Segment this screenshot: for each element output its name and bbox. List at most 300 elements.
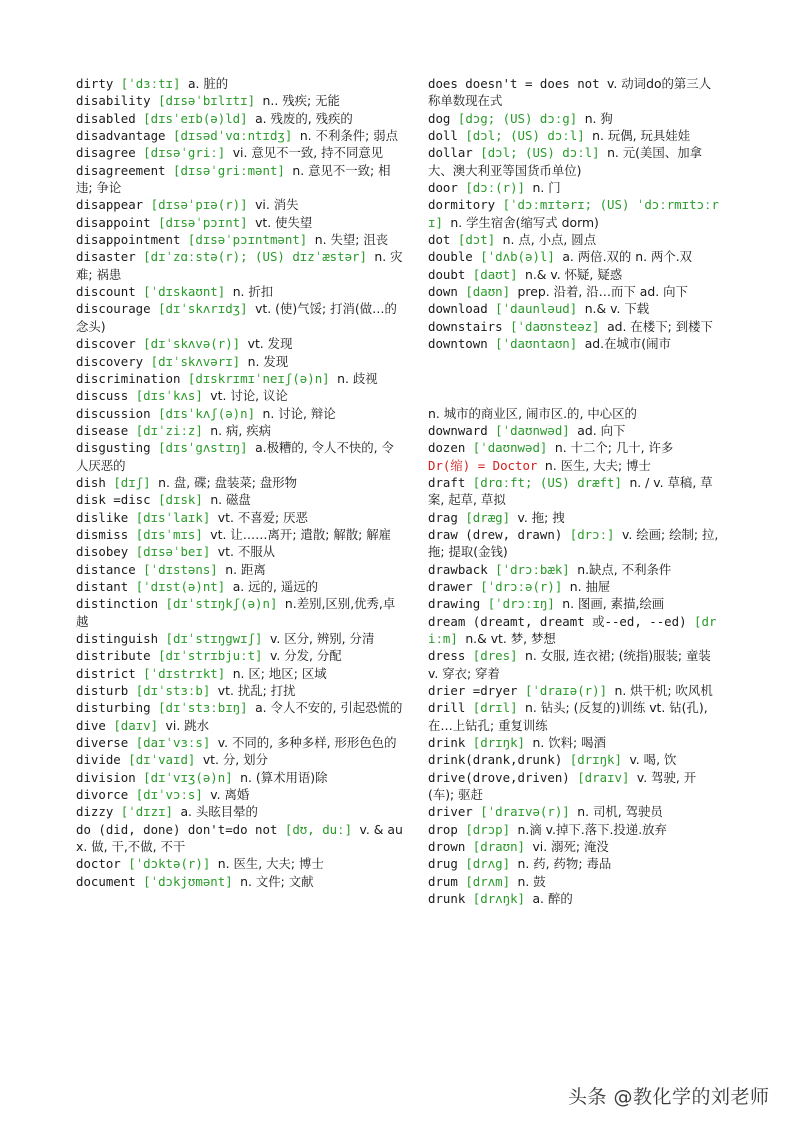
vocab-entry <box>76 786 406 803</box>
entry-definition: n. 文件; 文献 <box>240 873 314 889</box>
entry-definition: a. 醉的 <box>532 891 573 907</box>
entry-phonetic: [drʌg] <box>465 856 511 872</box>
entry-word: diverse <box>76 735 129 751</box>
entry-word: distribute <box>76 648 151 664</box>
vocab-entry <box>76 751 406 768</box>
entry-word: disobey <box>76 544 129 560</box>
entry-word: drawer <box>428 578 473 594</box>
entry-word: discussion <box>76 405 151 421</box>
vocab-entry <box>428 838 720 855</box>
vocab-entry <box>428 821 720 838</box>
vocab-entry <box>428 179 720 196</box>
entry-phonetic: [dɪˈskʌrɪdʒ] <box>158 301 248 317</box>
entry-definition: n. 发现 <box>247 353 289 369</box>
entry-definition: v. 拖; 拽 <box>517 509 565 525</box>
entry-phonetic: [drɪŋk] <box>569 752 622 768</box>
entry-word: division <box>76 769 136 785</box>
entry-word: drawing <box>428 596 481 612</box>
entry-word: document <box>76 873 136 889</box>
entry-word: drown <box>428 839 466 855</box>
entry-definition: vt. 让……离开; 遣散; 解散; 解雇 <box>210 526 392 542</box>
vocab-entry <box>76 231 406 248</box>
entry-phonetic: [drɔp] <box>465 821 511 837</box>
vocab-entry <box>428 595 720 612</box>
entry-word: disturbing <box>76 700 151 716</box>
vocab-entry <box>76 127 406 144</box>
entry-phonetic: [dɔl; (US) dɔːl] <box>480 145 600 161</box>
entry-phonetic: [ˈdɔːmɪtərɪ; (US) ˈdɔːrmɪtɔːrɪ] <box>428 197 719 230</box>
vocab-entry <box>428 422 720 439</box>
entry-phonetic: [dɪsədˈvɑːntɪdʒ] <box>173 128 293 144</box>
vocab-entry <box>76 75 406 92</box>
entry-word: district <box>76 665 136 681</box>
entry-word: dog <box>428 110 451 126</box>
entry-phonetic: [ˈdɪst(ə)nt] <box>135 578 226 594</box>
vocab-entry <box>428 509 720 526</box>
entry-phonetic: [ˈdɔktə(r)] <box>128 856 211 872</box>
entry-word: drop <box>428 821 458 837</box>
vocab-entry <box>428 561 720 578</box>
entry-definition: n.. 残疾; 无能 <box>262 93 340 109</box>
entry-word: disaster <box>76 249 136 265</box>
entry-word: downstairs <box>428 318 503 334</box>
entry-definition: n. 讨论, 辩论 <box>262 405 336 421</box>
entry-word: dormitory <box>428 197 496 213</box>
entry-definition: n. 城市的商业区, 闹市区.的, 中心区的 <box>428 405 637 421</box>
entry-word: dish <box>76 474 106 490</box>
entry-word: doll <box>428 128 458 144</box>
entry-word: does doesn't = does not <box>428 76 600 91</box>
entry-word: drum <box>428 873 458 889</box>
entry-definition: a. 残废的, 残疾的 <box>255 110 353 126</box>
entry-word: divorce <box>76 787 129 803</box>
entry-phonetic: [ˈdɜːtɪ] <box>120 76 181 91</box>
vocab-entry <box>76 353 406 370</box>
entry-word: dress <box>428 648 466 664</box>
vocab-entry <box>428 248 720 265</box>
entry-definition: n.& vt. 梦, 梦想 <box>465 630 556 646</box>
entry-phonetic: [dɪˈstɜːb] <box>135 683 211 699</box>
entry-word: discover <box>76 336 136 352</box>
entry-word: disgusting <box>76 440 151 456</box>
entry-phonetic: [dɪsəˈbeɪ] <box>135 544 211 560</box>
vocab-entry <box>428 526 720 561</box>
entry-definition: v. 离婚 <box>210 787 250 803</box>
entry-phonetic: [ˈdrɔːə(r)] <box>480 578 563 594</box>
vocab-entry <box>76 803 406 820</box>
vocab-entry <box>76 196 406 213</box>
entry-definition: n. 盘, 碟; 盘装菜; 盘形物 <box>158 474 298 490</box>
entry-phonetic: [dɪsəˈgriːmənt] <box>173 162 285 178</box>
entry-word: dot <box>428 232 451 248</box>
entry-phonetic: [ˈdrɔːɪŋ] <box>487 596 555 612</box>
entry-definition: n. 学生宿舍(缩写式 dorm) <box>450 214 599 230</box>
vocab-entry <box>76 387 406 404</box>
vocab-entry <box>428 855 720 872</box>
entry-definition: vt. 发现 <box>247 336 293 352</box>
entry-phonetic: [dɪsˈeɪb(ə)ld] <box>143 110 248 126</box>
vocab-entry <box>428 873 720 890</box>
entry-phonetic: [dɪsˈkʌs] <box>135 388 203 404</box>
entry-word: divide <box>76 752 121 768</box>
entry-word: downtown <box>428 336 488 352</box>
entry-definition: a. 两倍.双的 n. 两个.双 <box>562 249 693 265</box>
entry-phonetic: [drɔː] <box>569 526 615 542</box>
entry-phonetic: [drʌŋk] <box>472 891 525 907</box>
entry-phonetic: [ˈdaʊnwəd] <box>495 422 570 438</box>
entry-definition: n. 区; 地区; 区域 <box>232 665 327 681</box>
vocab-entry <box>76 92 406 109</box>
entry-phonetic: [ˈdɪstrɪkt] <box>143 665 226 681</box>
entry-definition: vt. 分, 划分 <box>202 752 268 768</box>
entry-phonetic: [dɪsˈmɪs] <box>135 526 203 542</box>
entry-word: drawback <box>428 561 488 577</box>
entry-phonetic: [draʊn] <box>472 839 525 855</box>
entry-definition: n.缺点, 不利条件 <box>577 561 672 577</box>
entry-definition: n. 女服, 连衣裙; (统指)服装; 童装 v. 穿衣; 穿着 <box>428 648 711 681</box>
entry-phonetic: [ˈdɪzɪ] <box>120 804 173 820</box>
entry-definition: n. 司机, 驾驶员 <box>577 804 663 820</box>
entry-definition: vi. 溺死; 淹没 <box>532 839 609 855</box>
vocab-entry <box>76 543 406 560</box>
vocab-entry <box>76 248 406 283</box>
left-column <box>76 75 406 890</box>
entry-word: doctor <box>76 856 121 872</box>
entry-phonetic: [draɪv] <box>577 769 630 785</box>
vocab-entry <box>76 162 406 197</box>
entry-phonetic: [daɪv] <box>113 717 159 733</box>
entry-phonetic: [dɪˈstrɪbjuːt] <box>158 648 263 664</box>
entry-phonetic: [dɪˈziːz] <box>135 422 203 438</box>
entry-definition: vi. 跳水 <box>165 717 209 733</box>
entry-definition: n. / v. 草稿, 草案, 起草, 草拟 <box>428 474 713 508</box>
entry-definition: n. 病, 疾病 <box>210 422 272 438</box>
entry-definition: n. 医生, 大夫; 博士 <box>217 856 324 872</box>
entry-phonetic: [daʊt] <box>472 266 518 282</box>
entry-definition: n.滴 v.掉下.落下.投递.放弃 <box>517 821 667 837</box>
entry-phonetic: [ˈdrɔːbæk] <box>495 561 570 577</box>
entry-word: drag <box>428 509 458 525</box>
vocab-entry <box>76 144 406 161</box>
entry-phonetic: [ˈdaʊnwəd] <box>472 440 548 456</box>
entry-definition: vt. 不服从 <box>217 544 276 560</box>
entry-phonetic: [ˈdɔkjʊmənt] <box>143 873 233 889</box>
entry-word: disadvantage <box>76 128 166 144</box>
entry-phonetic: [dɪsəˈpɔɪnt] <box>158 214 248 230</box>
entry-phonetic: [dɪsˈkʌʃ(ə)n] <box>158 405 256 421</box>
entry-definition: n. 折扣 <box>232 284 274 300</box>
entry-definition: vt. 不喜爱; 厌恶 <box>217 509 308 525</box>
entry-word: dirty <box>76 76 114 91</box>
entry-definition: v. 不同的, 多种多样, 形形色色的 <box>217 735 397 751</box>
vocab-entry <box>76 474 406 491</box>
entry-definition: n. 抽屉 <box>569 578 611 594</box>
entry-definition: a. 脏的 <box>187 76 229 91</box>
entry-phonetic: [ˈdraɪvə(r)] <box>480 804 570 820</box>
vocab-entry <box>76 769 406 786</box>
entry-phonetic: [ˈdaʊnsteəz] <box>510 318 600 334</box>
entry-word: distance <box>76 561 136 577</box>
vocab-entry <box>76 855 406 872</box>
entry-phonetic: [dʊ, duː] <box>284 821 353 837</box>
entry-phonetic: [daʊn] <box>465 284 511 300</box>
entry-definition: n. (算术用语)除 <box>240 769 328 785</box>
vocab-entry <box>76 214 406 231</box>
entry-word: dislike <box>76 509 129 525</box>
entry-phonetic: [dɪsk] <box>158 492 203 508</box>
entry-definition: n. 意见不一致; 相违; 争论 <box>76 162 391 196</box>
entry-definition: v. 分发, 分配 <box>269 648 342 664</box>
entry-word: do (did, done) don't=do not <box>76 821 278 837</box>
entry-word: dozen <box>428 440 466 456</box>
entry-word: drug <box>428 856 458 872</box>
right-column-top <box>428 75 720 353</box>
entry-word: drink(drank,drunk) <box>428 752 563 768</box>
entry-definition: a.极糟的, 令人不快的, 令人厌恶的 <box>76 440 394 473</box>
entry-phonetic: [dɪˈvɔːs] <box>135 787 203 803</box>
entry-word: disagreement <box>76 162 166 178</box>
entry-phonetic: [dɪʃ] <box>113 474 151 490</box>
entry-definition: prep. 沿着, 沿…而下 ad. 向下 <box>517 284 688 300</box>
entry-phonetic: [dres] <box>472 648 518 664</box>
entry-phonetic: [dɪskrɪmɪˈneɪʃ(ə)n] <box>187 370 330 386</box>
entry-word: draft <box>428 474 466 490</box>
entry-phonetic: [driːm] <box>428 613 717 646</box>
entry-phonetic: [dɪˈvɪʒ(ə)n] <box>143 769 233 785</box>
entry-definition: n. 饮料; 喝酒 <box>532 735 606 751</box>
entry-word: dive <box>76 717 106 733</box>
vocab-entry <box>76 491 406 508</box>
entry-definition: n. 玩偶, 玩具娃娃 <box>592 128 691 144</box>
vocab-entry <box>428 318 720 335</box>
entry-phonetic: [dɪˈvaɪd] <box>128 752 196 768</box>
entry-phonetic: [dɪsəˈbɪlɪtɪ] <box>158 93 256 109</box>
entry-word: dollar <box>428 145 473 161</box>
entry-definition: n. 药, 药物; 毒品 <box>517 856 612 872</box>
entry-definition: v. 动词do的第三人称单数现在式 <box>428 76 712 109</box>
vocab-entry <box>428 647 720 682</box>
entry-word: discrimination <box>76 370 181 386</box>
entry-definition: n. 医生, 大夫; 博士 <box>544 457 651 473</box>
vocab-entry <box>76 665 406 682</box>
entry-word: drier =dryer <box>428 683 518 698</box>
entry-word: disturb <box>76 683 129 699</box>
vocab-entry <box>76 561 406 578</box>
entry-definition: vt. 使失望 <box>255 214 313 230</box>
vocab-entry <box>428 127 720 144</box>
entry-definition: n. 元(美国、加拿大、澳大利亚等国货币单位) <box>428 145 702 178</box>
entry-definition: v. 驾驶, 开(车); 驱赶 <box>428 769 697 803</box>
vocab-entry <box>428 734 720 751</box>
entry-word: discount <box>76 284 136 300</box>
entry-word: disappoint <box>76 214 151 230</box>
vocab-entry <box>76 873 406 890</box>
entry-definition: n. 狗 <box>584 110 613 126</box>
entry-definition: a. 头眩目晕的 <box>180 804 258 820</box>
vocab-entry <box>428 231 720 248</box>
entry-phonetic: [ˈdɪskaʊnt] <box>143 284 226 300</box>
entry-phonetic: [ˈdraɪə(r)] <box>525 683 608 698</box>
entry-word: drive(drove,driven) <box>428 769 570 785</box>
vocab-entry <box>428 890 720 907</box>
entry-word: discovery <box>76 353 144 369</box>
entry-definition: n. 灾难; 祸患 <box>76 249 403 282</box>
vocab-entry <box>428 699 720 734</box>
entry-definition: v. 区分, 辨别, 分清 <box>269 631 375 646</box>
entry-phonetic: [dɪsˈlaɪk] <box>135 509 211 525</box>
entry-word: distinction <box>76 596 159 612</box>
entry-phonetic: [drɪl] <box>472 700 518 716</box>
column-gap <box>428 353 720 405</box>
entry-definition: a. 令人不安的, 引起恐慌的 <box>255 700 403 716</box>
entry-phonetic: [drɑːft; (US) dræft] <box>472 474 622 490</box>
entry-definition: vi. 消失 <box>255 197 299 213</box>
entry-phonetic: [dɪˈskʌvə(r)] <box>143 336 241 352</box>
vocab-entry <box>76 699 406 716</box>
vocab-entry <box>428 803 720 820</box>
entry-phonetic: [dɔː(r)] <box>465 180 525 196</box>
entry-word: drink <box>428 735 466 751</box>
entry-definition: n. 烘干机; 吹风机 <box>614 683 713 698</box>
entry-word: disappear <box>76 197 144 213</box>
entry-word: disabled <box>76 110 136 126</box>
entry-phonetic: [dɪˈstɜːbɪŋ] <box>158 700 248 716</box>
vocab-entry <box>428 474 720 509</box>
entry-definition: vt. 讨论, 议论 <box>210 388 288 404</box>
right-column <box>428 75 720 907</box>
entry-definition: v. 绘画; 绘制; 拉, 拖; 提取(金钱) <box>428 526 719 560</box>
entry-definition: v. 喝, 饮 <box>629 752 677 768</box>
entry-word: drill <box>428 700 466 716</box>
entry-word: doubt <box>428 266 466 282</box>
entry-phonetic: [dɔl; (US) dɔːl] <box>465 128 585 144</box>
entry-definition: v. & aux. 做, 干,不做, 不干 <box>76 821 403 855</box>
right-column-bottom <box>428 405 720 908</box>
entry-definition: n.& v. 下载 <box>584 301 650 317</box>
entry-definition: n. 门 <box>532 180 561 196</box>
entry-word: downward <box>428 422 488 438</box>
entry-definition: n. 歧视 <box>337 370 378 386</box>
entry-word: driver <box>428 804 473 820</box>
entry-phonetic: [ˈdaunləud] <box>495 301 578 317</box>
entry-phonetic: [dræg] <box>465 509 511 525</box>
vocab-entry <box>428 439 720 456</box>
entry-word: disappointment <box>76 232 181 248</box>
entry-word: disk =disc <box>76 492 151 508</box>
vocab-entry <box>76 595 406 630</box>
vocab-entry <box>76 630 406 647</box>
entry-word: distinguish <box>76 631 159 646</box>
entry-definition: ad.在城市(闹市 <box>584 336 671 352</box>
entry-word: double <box>428 249 473 265</box>
entry-definition: n. 磁盘 <box>210 492 251 508</box>
entry-phonetic: [ˈdɪstəns] <box>143 561 218 577</box>
entry-phonetic: [dɪsəˈpɔɪntmənt] <box>187 232 308 248</box>
vocab-entry <box>428 283 720 300</box>
vocab-entry <box>428 578 720 595</box>
entry-phonetic: [ˈdʌb(ə)l] <box>480 249 555 265</box>
entry-phonetic: [dɪˈzɑːstə(r); (US) dɪzˈæstər] <box>143 249 367 265</box>
entry-definition: n. 十二个; 几十, 许多 <box>554 440 674 456</box>
entry-definition: n.& v. 怀疑, 疑惑 <box>525 266 623 282</box>
entry-word: download <box>428 301 488 317</box>
entry-word: disease <box>76 422 129 438</box>
vocab-entry <box>428 613 720 648</box>
entry-definition: n. 失望; 沮丧 <box>314 232 389 248</box>
entry-phonetic: [dɪˈstɪŋkʃ(ə)n] <box>165 596 278 612</box>
vocab-entry <box>428 682 720 699</box>
entry-definition: n.差别,区别,优秀,卓越 <box>76 596 396 629</box>
entry-definition: n. 点, 小点, 圆点 <box>502 232 597 248</box>
entry-word: discuss <box>76 388 129 404</box>
vocab-entry <box>428 405 720 422</box>
vocab-entry <box>428 196 720 231</box>
vocab-entry <box>76 439 406 474</box>
entry-word: Dr(缩) = Doctor <box>428 457 538 473</box>
entry-word: drunk <box>428 891 466 907</box>
entry-definition: n. 不利条件; 弱点 <box>299 128 399 144</box>
entry-phonetic: [dɔg; (US) dɔːg] <box>457 110 578 126</box>
vocab-entry <box>76 300 406 335</box>
vocab-entry <box>428 457 720 474</box>
entry-word: door <box>428 180 458 196</box>
entry-definition: ad. 向下 <box>577 422 626 438</box>
entry-phonetic: [dɪˈstɪŋgwɪʃ] <box>165 631 263 646</box>
vocab-entry <box>428 335 720 352</box>
entry-word: down <box>428 284 458 300</box>
vocab-entry <box>76 526 406 543</box>
watermark: 头条 @教化学的刘老师 <box>568 1086 770 1108</box>
vocab-entry <box>76 821 406 856</box>
vocab-entry <box>428 144 720 179</box>
vocab-entry <box>428 769 720 804</box>
entry-definition: n. 钻头; (反复的)训练 vt. 钻(孔), 在…上钻孔; 重复训练 <box>428 700 708 733</box>
vocab-entry <box>76 283 406 300</box>
vocab-entry <box>76 717 406 734</box>
entry-phonetic: [dɪˈskʌvərɪ] <box>150 353 241 369</box>
vocab-entry <box>428 300 720 317</box>
entry-word: disagree <box>76 145 136 161</box>
vocab-entry <box>428 751 720 768</box>
entry-phonetic: [ˈdaʊntaʊn] <box>495 336 578 352</box>
entry-word: dizzy <box>76 804 114 820</box>
entry-phonetic: [daɪˈvɜːs] <box>135 735 211 751</box>
vocab-entry <box>76 335 406 352</box>
entry-definition: vi. 意见不一致, 持不同意见 <box>232 145 384 161</box>
entry-word: draw (drew, drawn) <box>428 526 563 542</box>
entry-word: dream (dreamt, dreamt 或--ed, --ed) <box>428 613 687 629</box>
vocab-entry <box>76 578 406 595</box>
vocab-entry <box>428 110 720 127</box>
vocab-entry <box>76 370 406 387</box>
vocab-entry <box>76 405 406 422</box>
vocab-entry <box>76 110 406 127</box>
vocab-entry <box>76 734 406 751</box>
entry-phonetic: [drʌm] <box>465 873 511 889</box>
vocab-entry <box>428 266 720 283</box>
vocab-entry <box>428 75 720 110</box>
entry-definition: n. 距离 <box>225 561 266 577</box>
entry-word: distant <box>76 578 129 594</box>
vocab-entry <box>76 647 406 664</box>
entry-definition: a. 远的, 遥远的 <box>232 578 318 594</box>
entry-word: dismiss <box>76 526 129 542</box>
entry-word: discourage <box>76 301 151 317</box>
entry-definition: n. 图画, 素描,绘画 <box>562 596 665 612</box>
entry-phonetic: [dɪsəˈpɪə(r)] <box>150 197 248 213</box>
entry-phonetic: [dɪsˈgʌstɪŋ] <box>158 440 248 456</box>
entry-phonetic: [drɪŋk] <box>472 735 525 751</box>
